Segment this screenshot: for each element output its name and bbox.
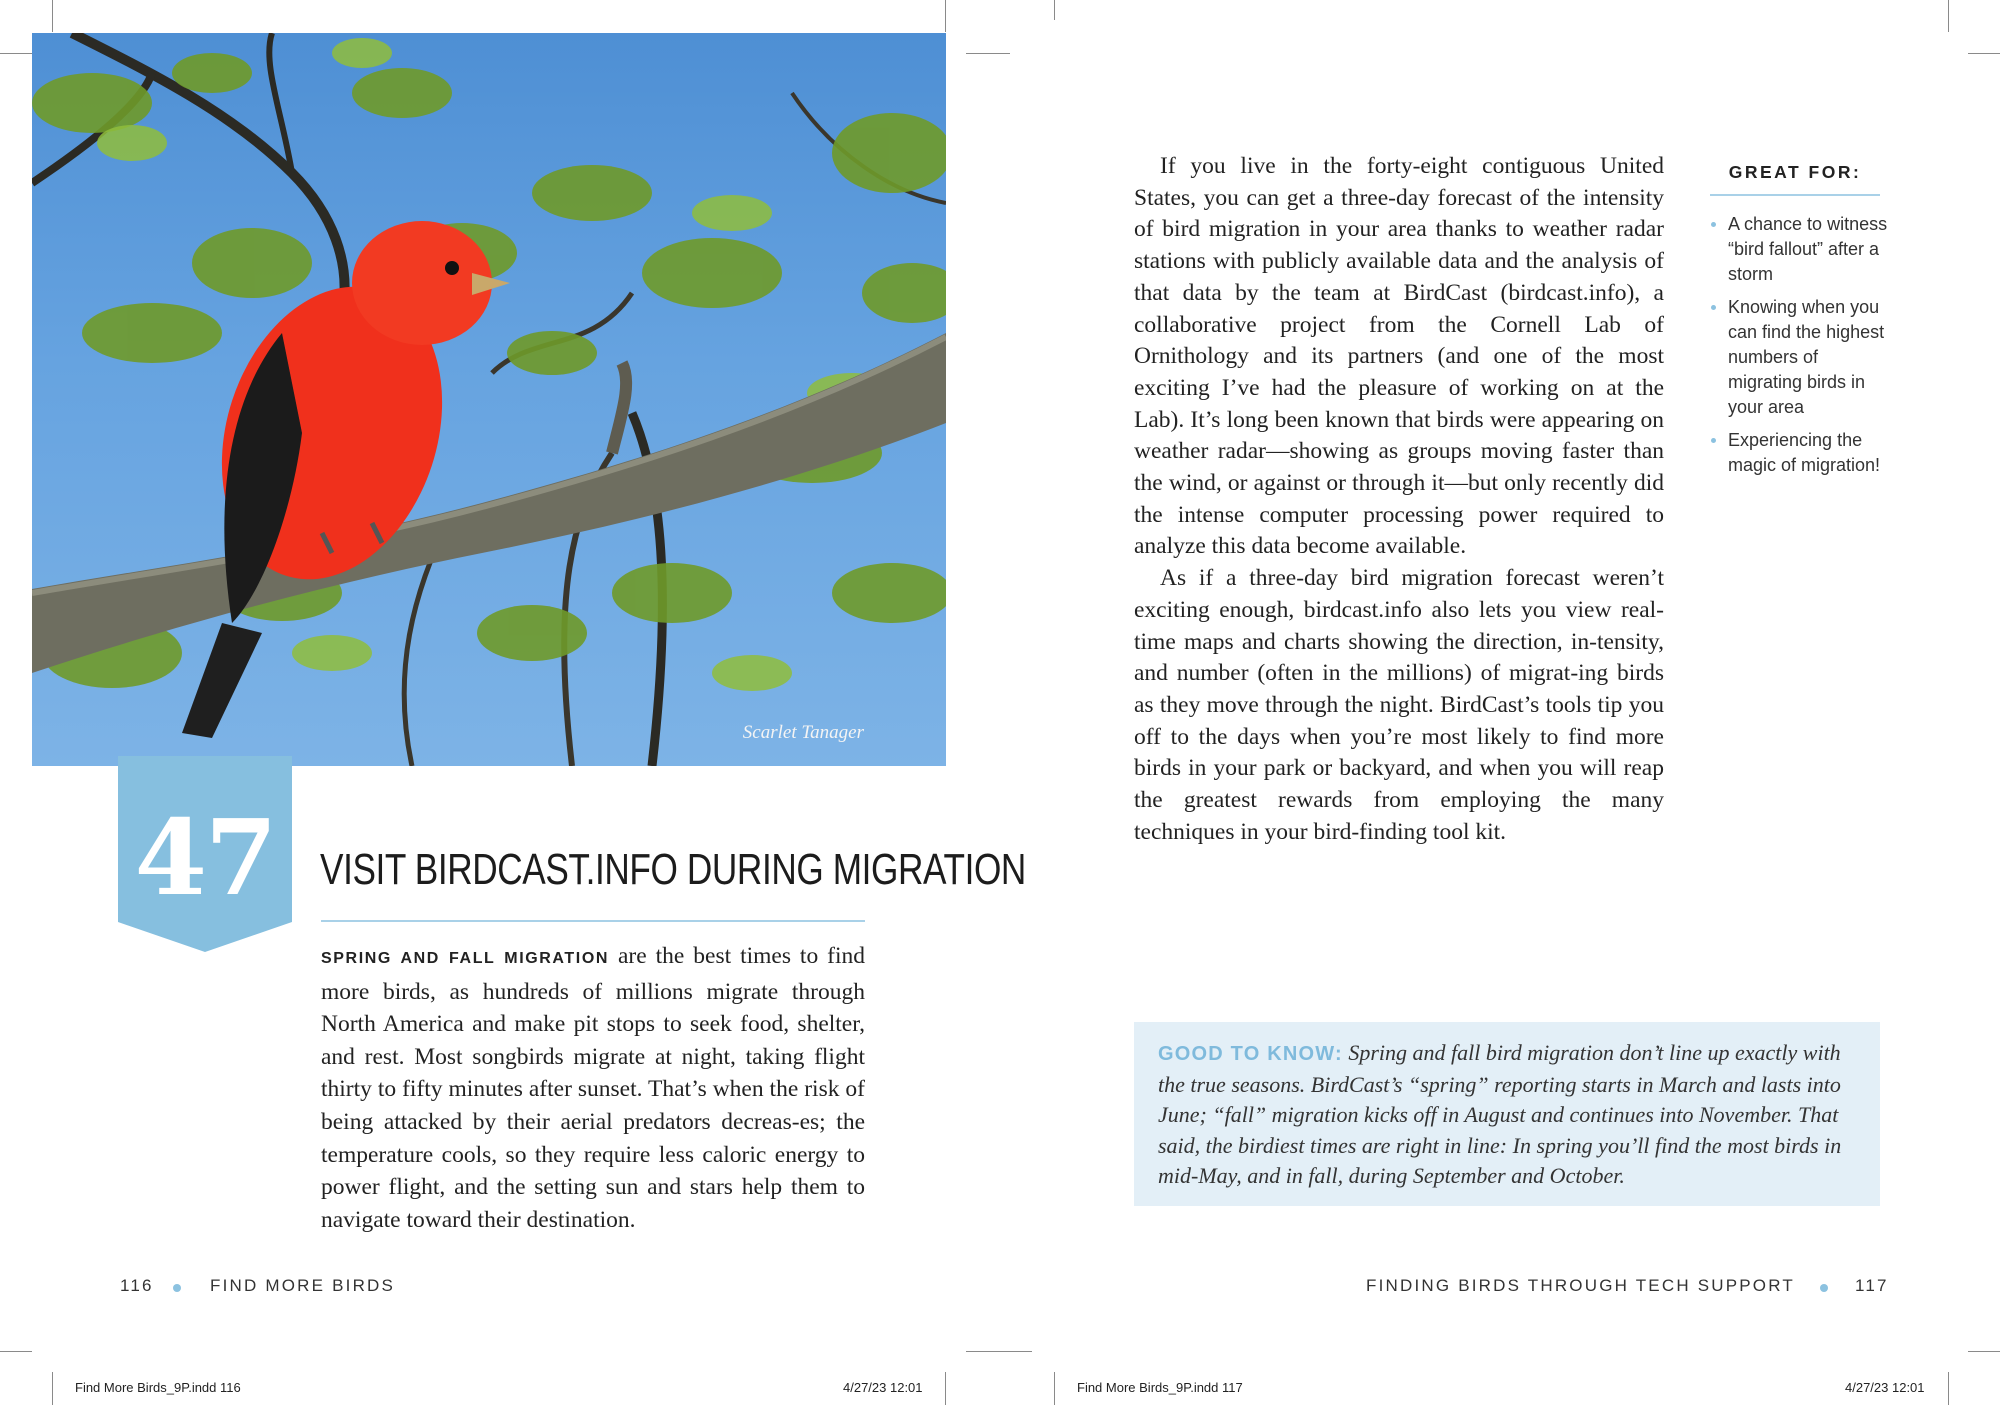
paragraph-2: As if a three-day bird migration forecast weren’t exciting enough, birdcast.info also lets you view real-time maps and charts showing the direction, in-tensity, and number (often in the millions) of migrat-ing birds as they move through the night. BirdCast’s tools tip you off to the days when you’re most likely to find more birds in your park or backyard, and when you will reap the greatest rewards from employing the many techniques in your bird-finding tool kit. xyxy=(1134,565,1664,845)
crop-mark xyxy=(0,1351,32,1352)
crop-mark xyxy=(52,1372,53,1405)
entry-number: 47 xyxy=(134,796,276,919)
photo-caption: Scarlet Tanager xyxy=(742,722,864,743)
crop-mark xyxy=(1054,0,1055,20)
lead-in: SPRING AND FALL MIGRATION xyxy=(321,950,610,967)
great-for-divider xyxy=(1710,194,1880,196)
bullet-icon xyxy=(1711,222,1716,227)
crop-mark xyxy=(1054,1372,1055,1405)
crop-mark xyxy=(1968,1351,2000,1352)
folio-dot-icon xyxy=(173,1284,181,1292)
left-running-head: FIND MORE BIRDS xyxy=(210,1276,396,1295)
slug-right-file: Find More Birds_9P.indd 117 xyxy=(1077,1380,1243,1395)
entry-number-badge xyxy=(118,756,292,952)
intro-paragraph xyxy=(321,940,865,1236)
scarlet-tanager-illustration xyxy=(32,33,946,766)
slug-left-date: 4/27/23 12:01 xyxy=(843,1380,923,1395)
slug-right-date: 4/27/23 12:01 xyxy=(1845,1380,1925,1395)
crop-mark xyxy=(1948,0,1949,32)
crop-mark xyxy=(966,53,1010,54)
left-page-number: 116 xyxy=(120,1276,154,1295)
good-to-know-text: Spring and fall bird migration don’t line up exactly with the true seasons. BirdCast’s “spring” reporting starts in March and lasts into June; “fall” migration kicks off in August and continues into November. That said, the birdiest times are right in line: In spring you’ll find the most birds in mid-May, and in fall, during September and October. xyxy=(1158,1040,1842,1188)
crop-mark xyxy=(945,0,946,32)
crop-mark xyxy=(1968,53,2000,54)
crop-mark xyxy=(966,1351,1032,1352)
entry-title: VISIT BIRDCAST.INFO DURING MIGRATION xyxy=(320,845,1026,894)
great-for-list xyxy=(1710,212,1890,486)
bullet-icon xyxy=(1711,305,1716,310)
list-item: Experiencing the magic of migration! xyxy=(1710,428,1890,478)
folio-dot-icon xyxy=(1820,1284,1828,1292)
right-page-number: 117 xyxy=(1855,1276,1889,1295)
intro-text: are the best times to find more birds, as hundreds of millions migrate through North America and make pit stops to seek food, shelter, and rest. Most songbirds migrate at night, taking flight thirty to fifty minutes after sunset. That’s when the risk of being attacked by their aerial predators decreas-es; the temperature cools, so they require less caloric energy to power flight, and the setting sun and stars help them to navigate toward their destination. xyxy=(321,943,866,1233)
right-running-head: FINDING BIRDS THROUGH TECH SUPPORT xyxy=(1365,1276,1795,1295)
crop-mark xyxy=(1948,1372,1949,1405)
great-for-heading: GREAT FOR: xyxy=(1728,162,1862,182)
list-item: A chance to witness “bird fallout” after a storm xyxy=(1710,212,1890,287)
crop-mark xyxy=(0,53,32,54)
bullet-icon xyxy=(1711,438,1716,443)
good-to-know-label: GOOD TO KNOW: xyxy=(1158,1043,1343,1065)
title-divider xyxy=(321,920,865,922)
right-body-text xyxy=(1134,151,1664,848)
slug-left-file: Find More Birds_9P.indd 116 xyxy=(75,1380,241,1395)
paragraph-1: If you live in the forty-eight contiguous United States, you can get a three-day forecast of the intensity of bird migration in your area thanks to weather radar stations with publicly available data and the analysis of that data by the team at BirdCast (birdcast.info), a collaborative project from the Cornell Lab of Ornithology and its partners (and one of the most exciting I’ve had the pleasure of working on at the Lab). It’s long been known that birds were appearing on weather radar—showing as groups moving faster than the wind, or against or through it—but only recently did the intense computer processing power required to analyze this data become available. xyxy=(1134,153,1664,560)
crop-mark xyxy=(945,1372,946,1405)
good-to-know-box xyxy=(1134,1022,1880,1206)
list-item: Knowing when you can find the highest numbers of migrating birds in your area xyxy=(1710,295,1890,420)
bird-photo xyxy=(32,33,946,766)
crop-mark xyxy=(52,0,53,32)
